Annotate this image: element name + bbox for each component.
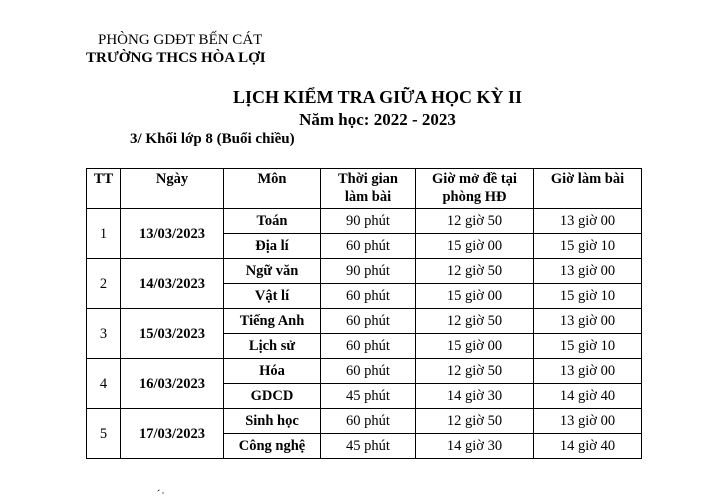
duration-cell: 45 phút [321,434,416,459]
open-time-cell: 15 giờ 00 [416,284,534,309]
exam-date: 13/03/2023 [121,209,224,259]
open-time-cell: 12 giờ 50 [416,359,534,384]
open-time-cell: 12 giờ 50 [416,209,534,234]
duration-cell: 60 phút [321,359,416,384]
table-row [87,259,642,284]
row-number: 3 [87,309,121,359]
header-open-line2: phòng HĐ [442,189,507,205]
subject-cell: Lịch sử [224,334,321,359]
duration-cell: 60 phút [321,309,416,334]
duration-cell: 60 phút [321,409,416,434]
row-number: 2 [87,259,121,309]
subject-cell: Vật lí [224,284,321,309]
school-year: Năm học: 2022 - 2023 [299,110,456,129]
start-time-cell: 13 giờ 00 [534,309,642,334]
header-tt: TT [87,169,121,209]
open-time-cell: 12 giờ 50 [416,409,534,434]
start-time-cell: 13 giờ 00 [534,259,642,284]
duration-cell: 60 phút [321,234,416,259]
row-number: 5 [87,409,121,459]
start-time-cell: 13 giờ 00 [534,359,642,384]
subject-cell: Công nghệ [224,434,321,459]
open-time-cell: 14 giờ 30 [416,384,534,409]
row-number: 1 [87,209,121,259]
table-header-row [87,169,642,209]
duration-cell: 90 phút [321,209,416,234]
open-time-cell: 15 giờ 00 [416,234,534,259]
department-name: PHÒNG GDĐT BẾN CÁT [98,32,263,48]
table-row [87,359,642,384]
section-heading: 3/ Khối lớp 8 (Buổi chiều) [130,131,295,147]
duration-cell: 60 phút [321,334,416,359]
header-open-time [416,169,534,209]
document-title: LỊCH KIỂM TRA GIỮA HỌC KỲ II [232,87,523,107]
header-duration-line2: làm bài [344,189,392,205]
subject-cell: Hóa [224,359,321,384]
duration-cell: 45 phút [321,384,416,409]
table-row [87,209,642,234]
table-row [87,309,642,334]
table-row [87,409,642,434]
header-open-line1: Giờ mở đề tại [432,171,517,187]
exam-schedule-table [86,168,642,459]
subject-cell: GDCD [224,384,321,409]
row-number: 4 [87,359,121,409]
school-name: TRƯỜNG THCS HÒA LỢI [86,50,266,66]
start-time-cell: 15 giờ 10 [534,334,642,359]
subject-cell: Sinh học [224,409,321,434]
exam-date: 16/03/2023 [121,359,224,409]
header-duration [321,169,416,209]
start-time-cell: 15 giờ 10 [534,234,642,259]
open-time-cell: 12 giờ 50 [416,309,534,334]
start-time-cell: 13 giờ 00 [534,209,642,234]
table-body [87,209,642,459]
header-start-time: Giờ làm bài [534,169,642,209]
start-time-cell: 13 giờ 00 [534,409,642,434]
header-duration-line1: Thời gian [337,171,398,187]
subject-cell: Toán [224,209,321,234]
subject-cell: Tiếng Anh [224,309,321,334]
open-time-cell: 12 giờ 50 [416,259,534,284]
subject-cell: Ngữ văn [224,259,321,284]
duration-cell: 90 phút [321,259,416,284]
exam-date: 17/03/2023 [121,409,224,459]
start-time-cell: 14 giờ 40 [534,434,642,459]
header-date: Ngày [121,169,224,209]
header-subject: Môn [224,169,321,209]
exam-date: 15/03/2023 [121,309,224,359]
start-time-cell: 14 giờ 40 [534,384,642,409]
cropped-footer-text: ́ ̇ [160,489,163,503]
duration-cell: 60 phút [321,284,416,309]
subject-cell: Địa lí [224,234,321,259]
start-time-cell: 15 giờ 10 [534,284,642,309]
exam-date: 14/03/2023 [121,259,224,309]
open-time-cell: 15 giờ 00 [416,334,534,359]
open-time-cell: 14 giờ 30 [416,434,534,459]
